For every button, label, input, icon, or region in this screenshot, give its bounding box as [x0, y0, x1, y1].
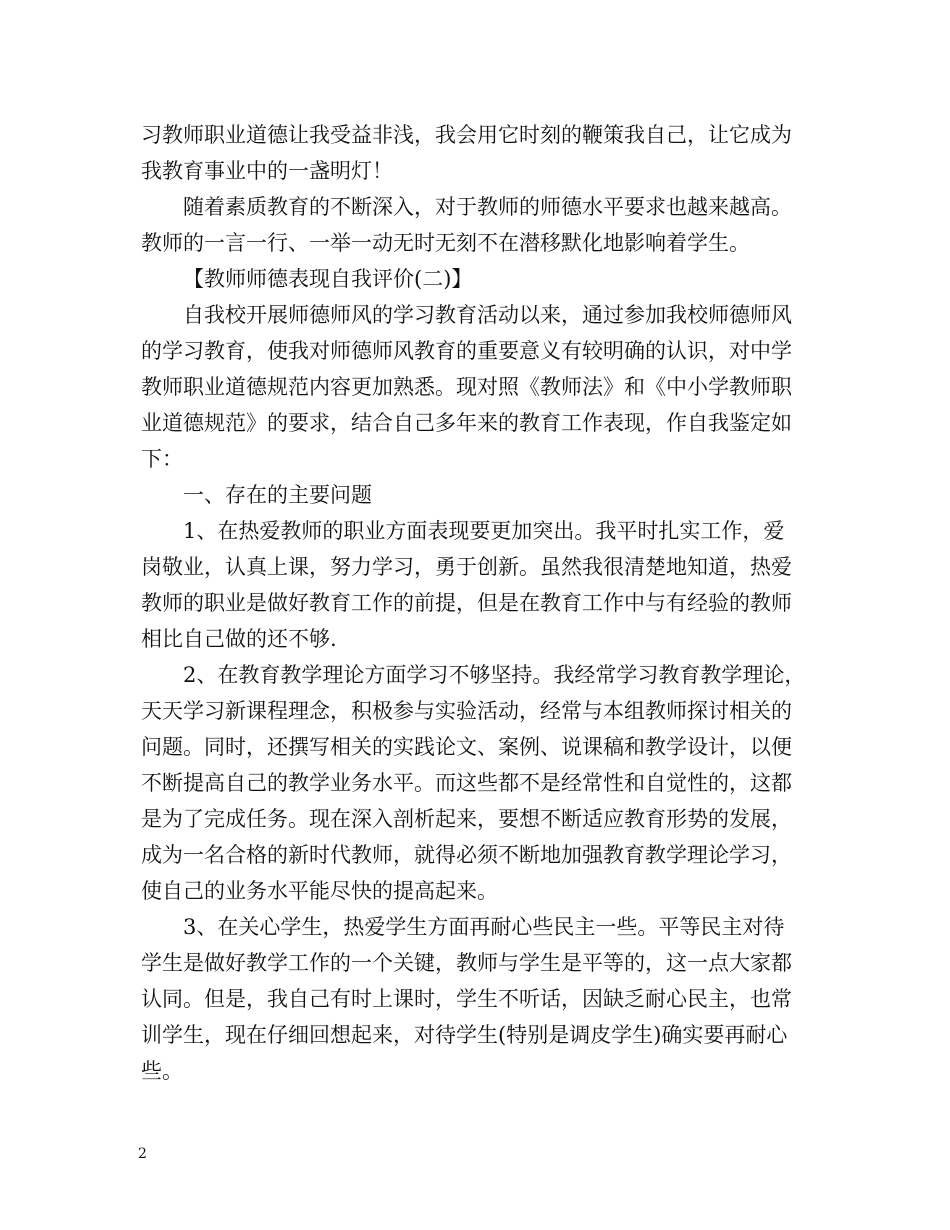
text-line: 教师职业道德规范内容更加熟悉。现对照《教师法》和《中小学教师职	[141, 375, 792, 399]
page-number: 2	[138, 1146, 147, 1162]
paragraph-start-line: 随着素质教育的不断深入，对于教师的师德水平要求也越来越高。	[183, 195, 792, 219]
text-line: 不断提高自己的教学业务水平。而这些都不是经常性和自觉性的，这都	[141, 771, 792, 795]
text-line: 下：	[141, 447, 183, 471]
text-line: 学生是做好教学工作的一个关键，教师与学生是平等的，这一点大家都	[141, 951, 792, 975]
paragraph-start-line: 自我校开展师德师风的学习教育活动以来，通过参加我校师德师风	[183, 303, 792, 327]
text-line: 些。	[141, 1059, 183, 1083]
text-line: 问题。同时，还撰写相关的实践论文、案例、说课稿和教学设计，以便	[141, 735, 792, 759]
text-line: 岗敬业，认真上课，努力学习，勇于创新。虽然我很清楚地知道，热爱	[141, 555, 792, 579]
document-body	[141, 117, 817, 1089]
text-line: 习教师职业道德让我受益非浅，我会用它时刻的鞭策我自己，让它成为	[141, 123, 792, 147]
section-heading: 【教师师德表现自我评价(二)】	[183, 267, 473, 291]
text-line: 相比自己做的还不够.	[141, 627, 337, 651]
text-line: 天天学习新课程理念，积极参与实验活动，经常与本组教师探讨相关的	[141, 699, 792, 723]
text-line: 认同。但是，我自己有时上课时，学生不听话，因缺乏耐心民主，也常	[141, 987, 792, 1011]
text-line: 使自己的业务水平能尽快的提高起来。	[141, 879, 498, 903]
paragraph-start-line: 3、在关心学生，热爱学生方面再耐心些民主一些。平等民主对待	[183, 915, 785, 939]
text-line: 训学生，现在仔细回想起来，对待学生(特别是调皮学生)确实要再耐心	[141, 1023, 788, 1047]
text-line: 教师的一言一行、一举一动无时无刻不在潜移默化地影响着学生。	[141, 231, 750, 255]
text-line: 的学习教育，使我对师德师风教育的重要意义有较明确的认识，对中学	[141, 339, 792, 363]
text-line: 教师的职业是做好教育工作的前提，但是在教育工作中与有经验的教师	[141, 591, 792, 615]
paragraph-start-line: 1、在热爱教师的职业方面表现要更加突出。我平时扎实工作，爱	[183, 519, 785, 543]
subsection-heading: 一、存在的主要问题	[183, 483, 372, 507]
text-line: 成为一名合格的新时代教师，就得必须不断地加强教育教学理论学习，	[141, 843, 792, 867]
text-line: 是为了完成任务。现在深入剖析起来，要想不断适应教育形势的发展，	[141, 807, 792, 831]
text-line: 业道德规范》的要求，结合自己多年来的教育工作表现，作自我鉴定如	[141, 411, 792, 435]
text-line: 我教育事业中的一盏明灯！	[141, 159, 393, 183]
paragraph-start-line: 2、在教育教学理论方面学习不够坚持。我经常学习教育教学理论，	[183, 663, 806, 687]
